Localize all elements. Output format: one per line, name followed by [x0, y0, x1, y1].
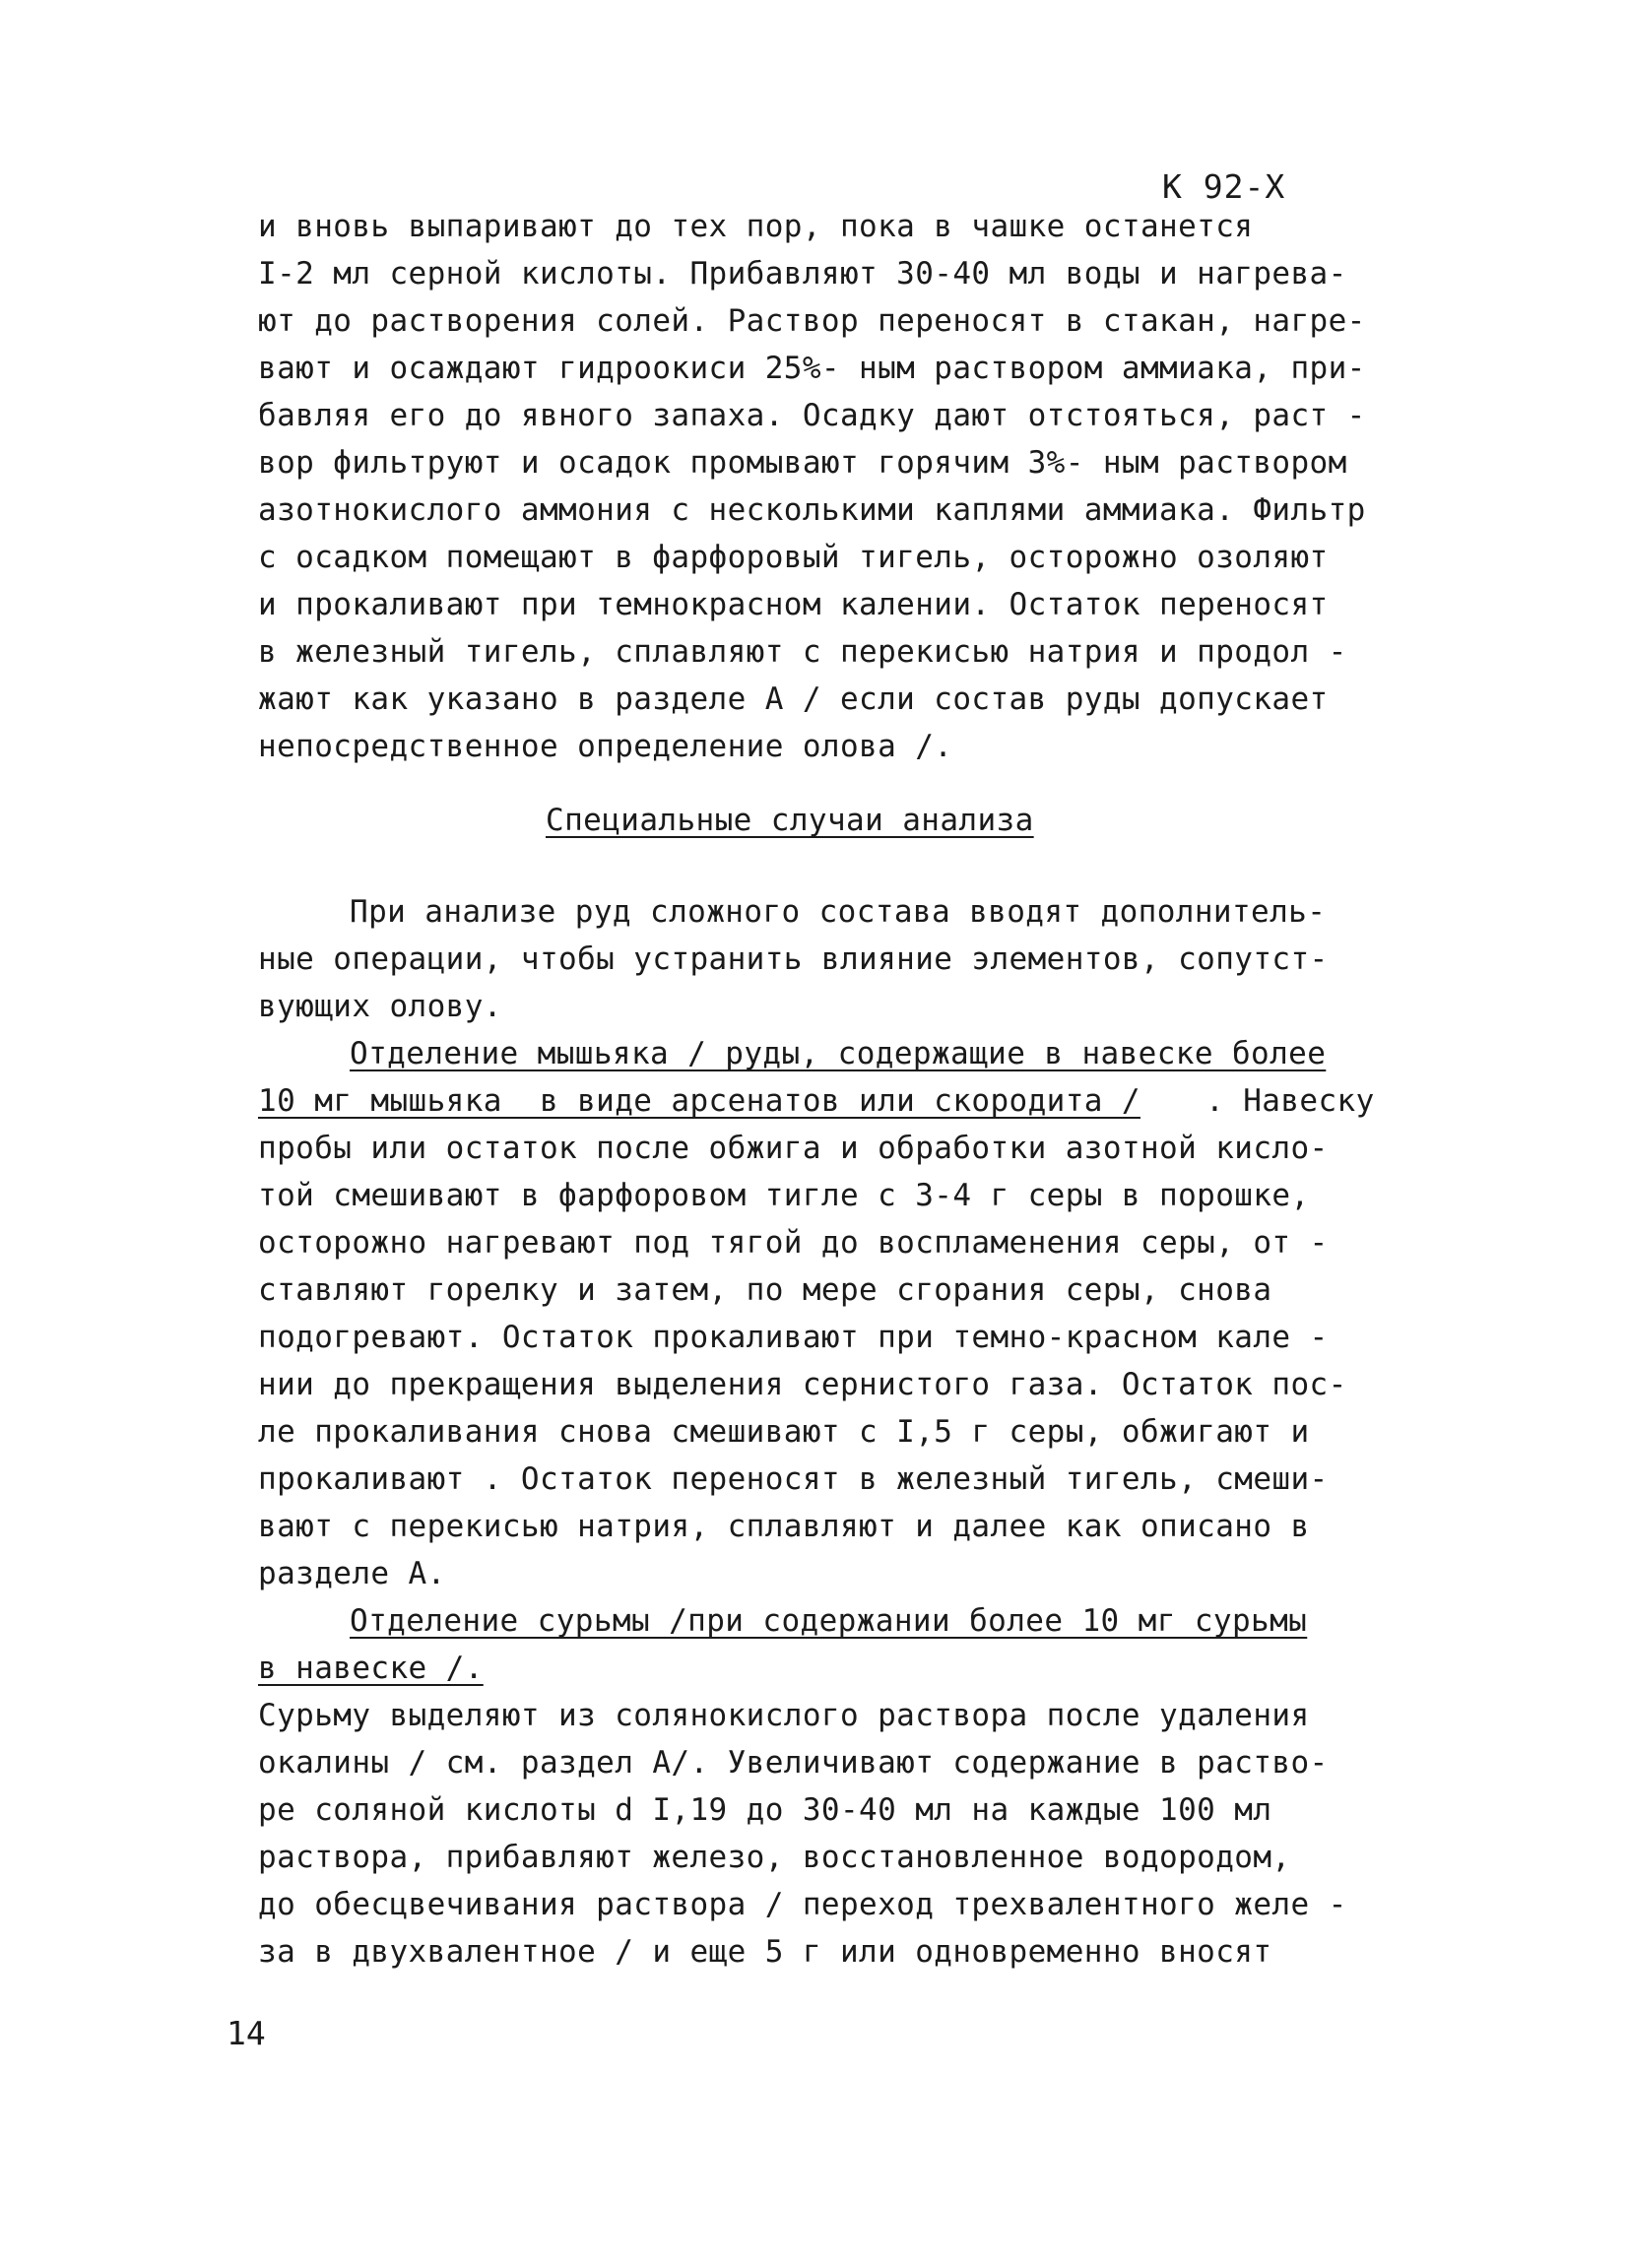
text-line: непосредственное определение олова /. — [258, 729, 953, 764]
section-heading: Специальные случаи анализа — [546, 803, 1034, 838]
text-line: жают как указано в разделе А / если состав руды допускает — [258, 681, 1329, 717]
text-line: азотнокислого аммония с несколькими каплями аммиака. Фильтр — [258, 492, 1366, 528]
subsection-heading: в навеске /. — [258, 1651, 484, 1686]
text-line: и прокаливают при темнокрасном калении. Остаток переносят — [258, 587, 1329, 622]
text-line: ные операции, чтобы устранить влияние элементов, сопутст- — [258, 941, 1329, 977]
subsection-heading: Отделение сурьмы /при содержании более 10 мг сурьмы — [350, 1603, 1308, 1639]
document-code: К 92-Х — [1162, 167, 1286, 206]
text-line: разделе А. — [258, 1556, 446, 1591]
text-line: вор фильтруют и осадок промывают горячим 3%- ным раствором — [258, 445, 1347, 481]
text-line: осторожно нагревают под тягой до воспламенения серы, от - — [258, 1225, 1329, 1261]
text-line: прокаливают . Остаток переносят в железный тигель, смеши- — [258, 1461, 1329, 1497]
text-line: пробы или остаток после обжига и обработки азотной кисло- — [258, 1131, 1329, 1166]
text-line: в железный тигель, сплавляют с перекисью натрия и продол - — [258, 634, 1347, 670]
text-line: с осадком помещают в фарфоровый тигель, осторожно озоляют — [258, 540, 1329, 575]
text-line: . Навеску — [1187, 1083, 1375, 1119]
subsection-heading: Отделение мышьяка / руды, содержащие в навеске более — [350, 1036, 1327, 1071]
text-line: за в двухвалентное / и еще 5 г или одновременно вносят — [258, 1934, 1272, 1970]
text-line: вующих олову. — [258, 989, 502, 1024]
text-line: ре соляной кислоты d I,19 до 30-40 мл на каждые 100 мл — [258, 1792, 1272, 1828]
text-line: и вновь выпаривают до тех пор, пока в чашке останется — [258, 209, 1254, 244]
text-line: подогревают. Остаток прокаливают при темно-красном кале - — [258, 1320, 1329, 1355]
text-line: I-2 мл серной кислоты. Прибавляют 30-40 мл воды и нагрева- — [258, 256, 1347, 292]
subsection-heading: 10 мг мышьяка в виде арсенатов или скородита / — [258, 1083, 1140, 1119]
text-line: бавляя его до явного запаха. Осадку дают отстояться, раст - — [258, 398, 1366, 433]
text-line: раствора, прибавляют железо, восстановленное водородом, — [258, 1840, 1291, 1875]
text-line: Сурьму выделяют из солянокислого раствора после удаления — [258, 1698, 1310, 1733]
page-number: 14 — [227, 2014, 266, 2052]
text-line: вают с перекисью натрия, сплавляют и далее как описано в — [258, 1509, 1310, 1544]
text-line: ставляют горелку и затем, по мере сгорания серы, снова — [258, 1272, 1272, 1308]
text-line: до обесцвечивания раствора / переход трехвалентного желе - — [258, 1887, 1347, 1922]
text-line: окалины / см. раздел А/. Увеличивают содержание в раство- — [258, 1745, 1329, 1781]
text-line: При анализе руд сложного состава вводят дополнитель- — [350, 894, 1327, 930]
text-line: той смешивают в фарфоровом тигле с 3-4 г серы в порошке, — [258, 1178, 1310, 1213]
text-line: нии до прекращения выделения сернистого газа. Остаток пос- — [258, 1367, 1347, 1402]
text-line: ле прокаливания снова смешивают с I,5 г серы, обжигают и — [258, 1414, 1310, 1450]
text-line: ют до растворения солей. Раствор переносят в стакан, нагре- — [258, 303, 1366, 339]
text-line: вают и осаждают гидроокиси 25%- ным раствором аммиака, при- — [258, 351, 1366, 386]
